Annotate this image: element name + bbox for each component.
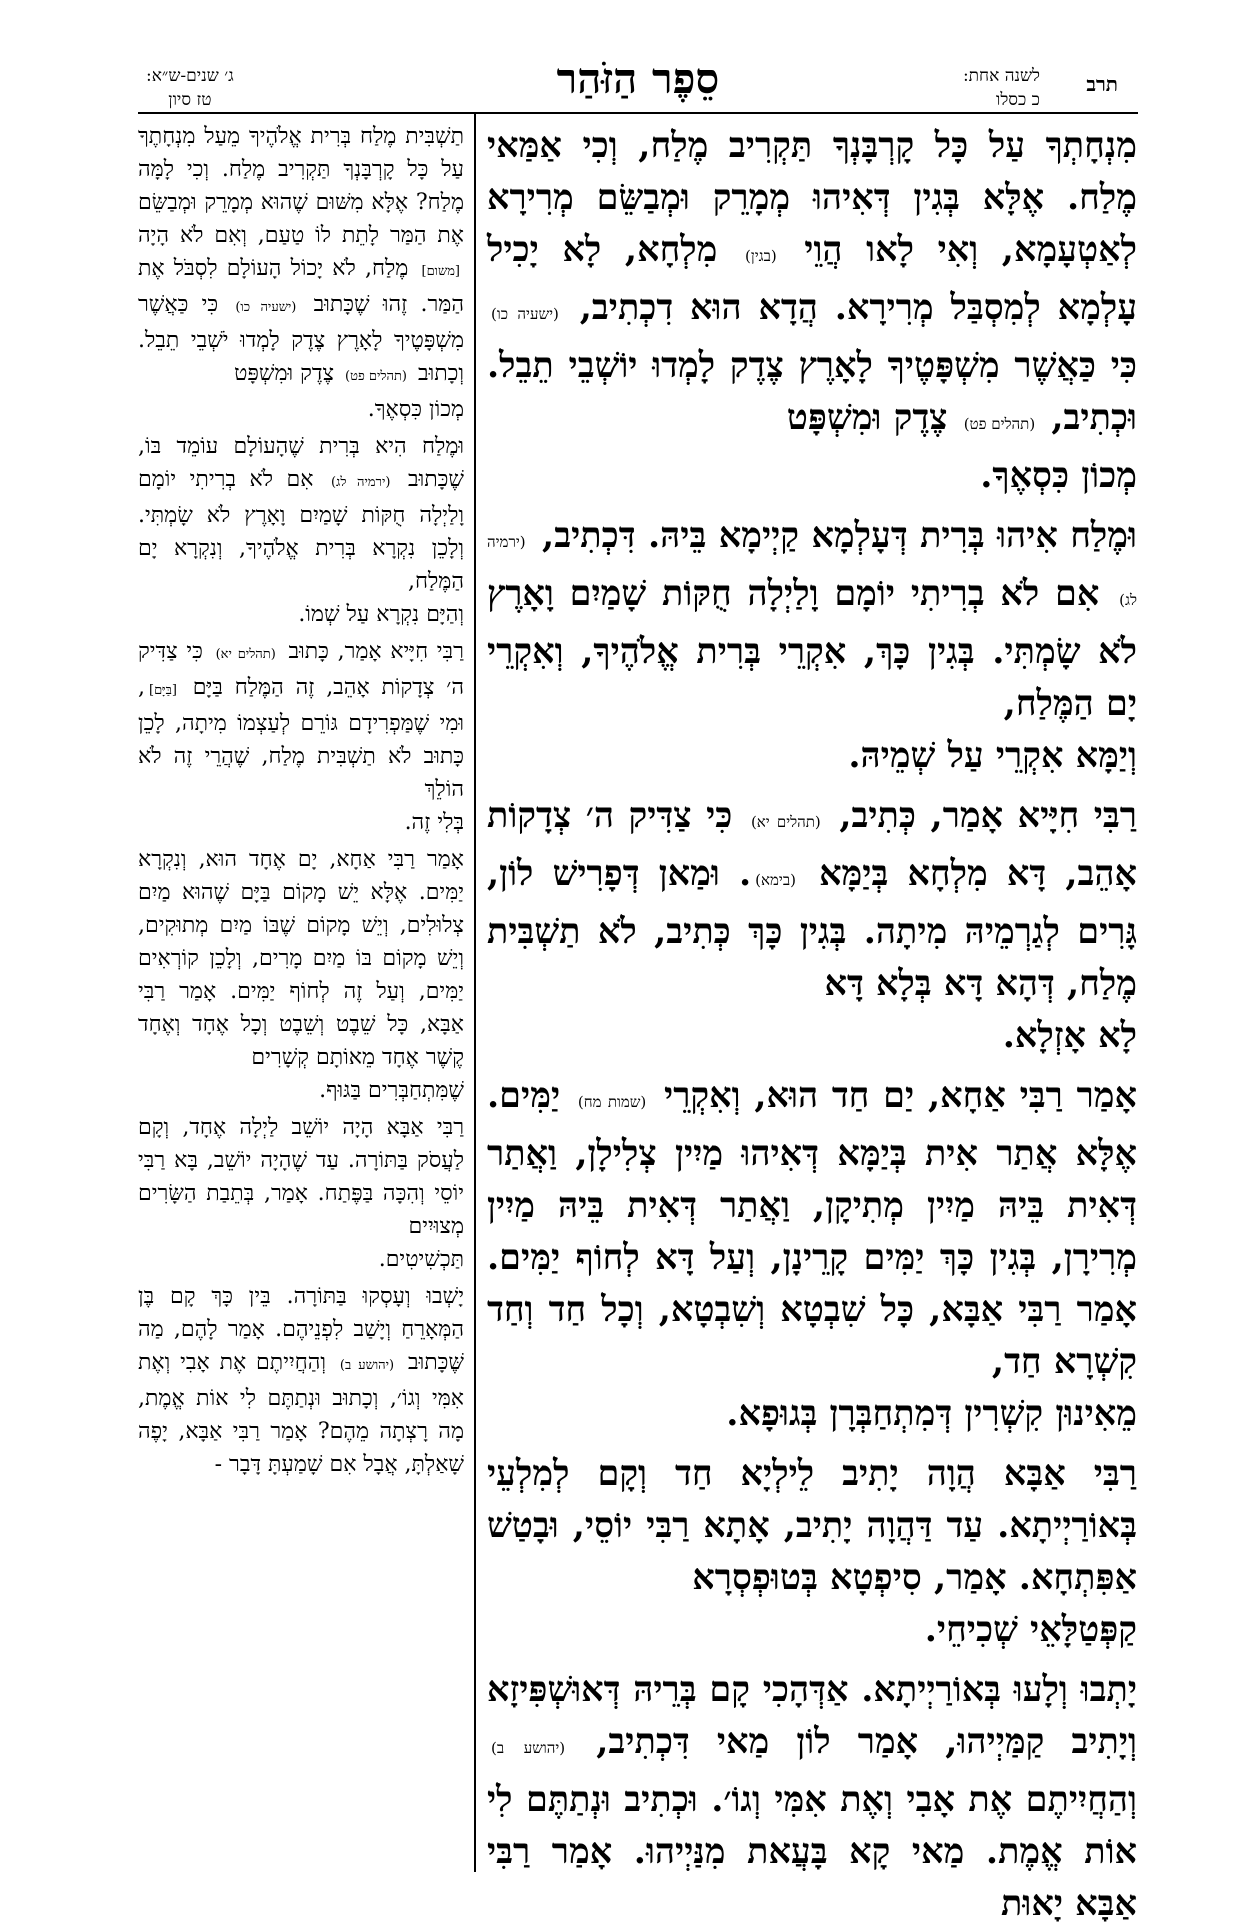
weekly-line-2: טז סיון: [168, 90, 212, 110]
paragraph-end: וְיַמָּא אִקְרֵי עַל שְׁמֵיהּ.: [848, 735, 1137, 776]
book-title: סֵפֶר הַזֹּהַר: [556, 54, 720, 103]
source-ref: (יהושע ב): [491, 1739, 566, 1757]
paragraph-end: מְכוֹן כִּסְאֶךָ.: [367, 397, 464, 422]
paragraph-end: לָא אָזְלָא.: [1002, 1015, 1137, 1056]
source-ref: (ירמיה לג): [487, 533, 1137, 609]
source-ref: (בימא): [755, 871, 796, 889]
aramaic-column: [487, 120, 1138, 1924]
paragraph-end: וְהַיָּם נִקְרָא עַל שְׁמוֹ.: [298, 602, 464, 627]
main-paragraph-6: יָתְבוּ וְלָעוּ בְּאוֹרַיְיתָא. אַדְּהָכִי קָם בְּרֵיהּ דְּאוּשְׁפִּיזָא וְיָתִיב קַמַּיְיהוּ, אָמַר לוֹן מַאי דִּכְתִיב, (יהושע ב) וְהַחֲיִיתֶם אֶת אָבִי וְאֶת אִמִּי וְגוֹ׳. וּכְתִיב וּנְתַתֶּם לִי אוֹת אֱמֶת. מַאי קָא בָּעֲאת מִנַּיְיהוּ. אָמַר רַבִּי אַבָּא יָאוּת: [487, 1669, 1137, 1924]
side-paragraph-4: אָמַר רַבִּי אַחָא, יָם אֶחָד הוּא, וְנִקְרָא יַמִּים. אֶלָּא יֵשׁ מָקוֹם בַּיָּם שֶׁהוּא מַיִם צְלוּלִים, וְיֵשׁ מָקוֹם שֶׁבּוֹ מַיִם מְתוּקִים, וְיֵשׁ מָקוֹם בּוֹ מַיִם מָרִים, וְלָכֵן קוֹרְאִים יַמִּים, וְעַל זֶה לְחוֹף יַמִּים. אָמַר רַבִּי אַבָּא, כָּל שֵׁבֶט וְשֵׁבֶט וְכָל אֶחָד וְאֶחָד קֶשֶׁר אֶחָד מֵאוֹתָם קְשָׁרִים שֶׁמִּתְחַבְּרִים בַּגּוּף.: [138, 843, 464, 1107]
source-ref: (תהלים יא): [215, 647, 276, 662]
column-divider: [474, 112, 476, 1872]
source-ref: (תהלים יא): [750, 813, 821, 831]
hebrew-translation-column: [138, 120, 464, 1870]
side-paragraph-6: יָשְׁבוּ וְעָסְקוּ בַּתּוֹרָה. בֵּין כָּךְ קָם בֶּן הַמְּאָרֵחַ וְיָשַׁב לִפְנֵיהֶם. אָמַר לָהֶם, מַה שֶּׁכָּתוּב (יהושע ב) וְהַחֲיִיתֶם אֶת אָבִי וְאֶת אִמִּי וְגוֹ׳, וְכָתוּב וּנְתַתֶּם לִי אוֹת אֱמֶת, מָה רָצְתָה מֵהֶם? אָמַר רַבִּי אַבָּא, יָפֶה שָׁאַלְתָּ, אֲבָל אִם שָׁמַעְתָּ דָּבָר -: [138, 1284, 464, 1477]
side-paragraph-5: רַבִּי אַבָּא הָיָה יוֹשֵׁב לַיְלָה אֶחָד, וְקָם לַעֲסֹק בַּתּוֹרָה. עַד שֶׁהָיָה יוֹשֵׁב, בָּא רַבִּי יוֹסֵי וְהִכָּה בַּפֶּתַח. אָמַר, בְּתֵבַת הַשָּׂרִים מְצוּיִים תַּכְשִׁיטִים.: [138, 1111, 464, 1276]
weekly-label: [146, 64, 234, 112]
paragraph-end: מְכוֹן כִּסְאֶךָ.: [980, 455, 1137, 496]
schedule-line-2: כ כסלו: [996, 90, 1040, 110]
source-ref: [בַּיָּם]: [149, 683, 177, 698]
side-paragraph-1: תַשְׁבִּית מֶלַח בְּרִית אֱלֹהֶיךָ מֵעַל מִנְחָתֶךָ עַל כָּל קָרְבָּנְךָ תַּקְרִיב מֶלַח. וְכִי לָמָּה מֶלַח? אֶלָּא מִשּׁוּם שֶׁהוּא מְמָרֵק וּמְבַשֵּׂם אֶת הַמַּר לָתֵת לוֹ טַעַם, וְאִם לֹא הָיָה [משום] מֶלַח, לֹא יָכוֹל הָעוֹלָם לִסְבֹּל אֶת הַמַּר. זֶהוּ שֶׁכָּתוּב (ישעיה כו) כִּי כַּאֲשֶׁר מִשְׁפָּטֶיךָ לָאָרֶץ צֶדֶק לָמְדוּ יֹשְׁבֵי תֵבֵל. וְכָתוּב (תהלים פט) צֶדֶק וּמִשְׁפָּט מְכוֹן כִּסְאֶךָ.: [138, 120, 464, 426]
paragraph-end: קַפְּטַלָּאֵי שְׁכִיחֵי.: [924, 1609, 1137, 1650]
schedule-label: [963, 64, 1040, 112]
source-ref: (תהלים פט): [963, 415, 1036, 433]
schedule-line-1: לשנה אחת:: [962, 66, 1040, 86]
paragraph-end: בְּלִי זֶה.: [404, 810, 464, 835]
paragraph-end: תַּכְשִׁיטִים.: [378, 1247, 464, 1272]
source-ref: (ישעיה כו): [491, 305, 559, 323]
side-paragraph-3: רַבִּי חִיָּיא אָמַר, כָּתוּב (תהלים יא) כִּי צַדִּיק ה׳ צְדָקוֹת אָהֵב, זֶה הַמֶּלַח בַּיָּם [בַּיָּם], וּמִי שֶׁמַּפְרִידָם גּוֹרֵם לְעַצְמוֹ מִיתָה, לָכֵן כָּתוּב לֹא תַשְׁבִּית מֶלַח, שֶׁהֲרֵי זֶה לֹא הוֹלֵךְ בְּלִי זֶה.: [138, 635, 464, 839]
main-paragraph-4: אָמַר רַבִּי אַחָא, יַם חַד הוּא, וְאִקְרֵי (שמות מח) יַמִּים. אֶלָּא אֲתַר אִית בְּיַמָּא דְּאִיהוּ מַיִין צְלִילָן, וַאֲתַר דְּאִית בֵּיהּ מַיִין מְתִיקָן, וַאֲתַר דְּאִית בֵּיהּ מַיִין מְרִירָן, בְּגִין כָּךְ יַמִּים קָרֵינָן, וְעַל דָּא לְחוֹף יַמִּים. אָמַר רַבִּי אַבָּא, כָּל שִׁבְטָא וְשִׁבְטָא, וְכָל חַד וְחַד קִשְׁרָא חַד, מֵאִינוּן קִשְׁרִין דְּמִתְחַבְּרָן בְּגוּפָא.: [487, 1070, 1137, 1440]
source-ref: (בגין): [745, 247, 777, 265]
source-ref: (ישעיה כו): [235, 300, 297, 315]
main-paragraph-1: מִנְחָתְךָ עַל כָּל קָרְבָּנְךָ תַּקְרִיב מֶלַח, וְכִי אַמַּאי מֶלַח. אֶלָּא בְּגִין דְּאִיהוּ מְמָרֵק וּמְבַשֵּׂם מְרִירָא לְאַטְעָמָא, וְאִי לָאו הֲוֵי (בגין) מִלְחָא, לָא יָכִיל עָלְמָא לְמִסְבַּל מְרִירָא. הֲדָא הוּא דִכְתִיב, (ישעיה כו) כִּי כַּאֲשֶׁר מִשְׁפָּטֶיךָ לָאָרֶץ צֶדֶק לָמְדוּ יוֹשְׁבֵי תֵבֵל. וּכְתִיב, (תהלים פט) צֶדֶק וּמִשְׁפָּט מְכוֹן כִּסְאֶךָ.: [487, 120, 1137, 502]
source-ref: [משום]: [421, 264, 460, 279]
source-ref: (ירמיה לג): [330, 475, 391, 490]
paragraph-end: שֶׁמִּתְחַבְּרִים בַּגּוּף.: [319, 1078, 464, 1103]
header-rule: [138, 112, 1138, 114]
main-paragraph-2: וּמֶלַח אִיהוּ בְּרִית דְּעָלְמָא קַיְימָא בֵּיהּ. דִּכְתִיב, (ירמיה לג) אִם לֹא בְרִיתִי יוֹמָם וָלַיְלָה חֻקּוֹת שָׁמַיִם וָאָרֶץ לֹא שָׂמְתִּי. בְּגִין כָּךְ, אִקְרֵי בְּרִית אֱלֹהֶיךָ, וְאִקְרֵי יָם הַמֶּלַח, וְיַמָּא אִקְרֵי עַל שְׁמֵיהּ.: [487, 510, 1137, 782]
page-header: [138, 52, 1138, 110]
weekly-line-1: ג׳ שנים-ש״א:: [146, 66, 234, 86]
page-number: תרב: [1086, 72, 1118, 96]
source-ref: (שמות מח): [577, 1093, 647, 1111]
main-paragraph-5: רַבִּי אַבָּא הֲוָה יָתִיב לֵילְיָא חַד וְקָם לְמִלְעֵי בְּאוֹרַיְיתָא. עַד דַּהֲוָה יָתִיב, אָתָא רַבִּי יוֹסֵי, וּבָטַשׁ אַפִּתְחָא. אָמַר, סִיפְטָא בְּטוּפְסְרָא קַפְּטַלָּאֵי שְׁכִיחֵי.: [487, 1448, 1137, 1656]
main-paragraph-3: רַבִּי חִיָּיא אָמַר, כְּתִיב, (תהלים יא) כִּי צַדִּיק ה׳ צְדָקוֹת אָהֵב, דָּא מִלְחָא בְּיַמָּא (בימא). וּמַאן דְּפָרִישׁ לוֹן, גָּרִים לְגַרְמֵיהּ מִיתָה. בְּגִין כָּךְ כְּתִיב, לֹא תַשְׁבִּית מֶלַח, דְּהָא דָּא בְּלָא דָּא לָא אָזְלָא.: [487, 790, 1137, 1062]
paragraph-end: מֵאִינוּן קִשְׁרִין דְּמִתְחַבְּרָן בְּגוּפָא.: [726, 1393, 1137, 1434]
source-ref: (תהלים פט): [345, 369, 407, 384]
side-paragraph-2: וּמֶלַח הִיא בְּרִית שֶׁהָעוֹלָם עוֹמֵד בּוֹ, שֶׁכָּתוּב (ירמיה לג) אִם לֹא בְרִיתִי יוֹמָם וָלַיְלָה חֻקּוֹת שָׁמַיִם וָאָרֶץ לֹא שָׂמְתִּי. וְלָכֵן נִקְרָא בְּרִית אֱלֹהֶיךָ, וְנִקְרָא יָם הַמֶּלַח, וְהַיָּם נִקְרָא עַל שְׁמוֹ.: [138, 430, 464, 631]
source-ref: (יהושע ב): [339, 1358, 395, 1373]
